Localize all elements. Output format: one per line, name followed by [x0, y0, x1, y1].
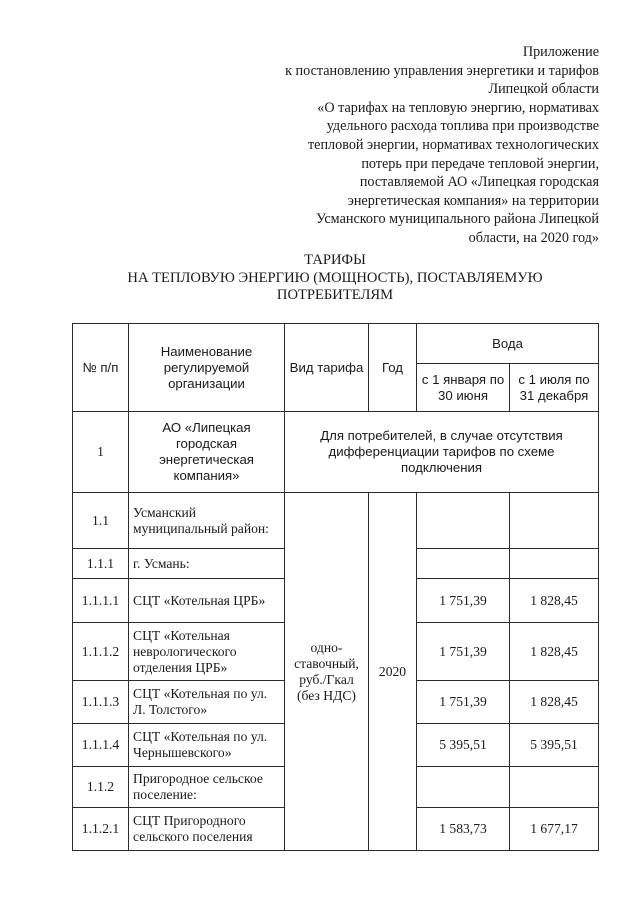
row-num: 1.1.1.1 [73, 579, 129, 623]
header-year: Год [369, 324, 417, 412]
row-value-1: 1 751,39 [417, 681, 510, 724]
row-value-2: 5 395,51 [510, 724, 599, 767]
title-line: ТАРИФЫ [304, 252, 366, 268]
tariff-type-cell: одно-ставочный, руб./Гкал (без НДС) [285, 493, 369, 851]
company-note: Для потребителей, в случае отсутствия дифференциации тарифов по схеме подключения [285, 412, 599, 493]
row-value-2 [510, 767, 599, 808]
row-value-1: 1 751,39 [417, 579, 510, 623]
appendix-line: Липецкой области [488, 81, 599, 98]
header-water: Вода [417, 324, 599, 364]
row-value-1: 5 395,51 [417, 724, 510, 767]
row-value-2 [510, 493, 599, 549]
appendix-line: энергетическая компания» на территории [347, 192, 599, 209]
header-period-2: с 1 июля по 31 декабря [510, 364, 599, 412]
appendix-line: удельного расхода топлива при производстве [326, 118, 599, 135]
row-org: Пригородное сельское поселение: [129, 767, 285, 808]
row-org: Усманский муниципальный район: [129, 493, 285, 549]
appendix-line: Приложение [522, 44, 599, 60]
row-num: 1.1.1 [73, 549, 129, 579]
row-value-2 [510, 549, 599, 579]
row-value-2: 1 828,45 [510, 681, 599, 724]
appendix-line: тепловой энергии, нормативах технологических [307, 136, 599, 153]
appendix-line: к постановлению управления энергетики и тарифов [285, 62, 599, 79]
title-line: НА ТЕПЛОВУЮ ЭНЕРГИЮ (МОЩНОСТЬ), ПОСТАВЛЯЕМУЮ [127, 269, 543, 286]
header-org: Наименование регулируемой организации [129, 324, 285, 412]
row-value-2: 1 828,45 [510, 579, 599, 623]
appendix-line: области, на 2020 год» [468, 229, 599, 246]
row-value-2: 1 828,45 [510, 623, 599, 681]
header-tariff-type: Вид тарифа [285, 324, 369, 412]
row-num: 1.1.1.4 [73, 724, 129, 767]
row-org: г. Усмань: [129, 549, 285, 579]
row-num: 1.1.1.2 [73, 623, 129, 681]
row-org: СЦТ «Котельная неврологического отделения ЦРБ» [129, 623, 285, 681]
company-num: 1 [73, 412, 129, 493]
document-title [95, 252, 575, 305]
header-num: № п/п [73, 324, 129, 412]
row-num: 1.1 [73, 493, 129, 549]
title-line: ПОТРЕБИТЕЛЯМ [276, 287, 394, 303]
row-num: 1.1.2 [73, 767, 129, 808]
row-org: СЦТ «Котельная по ул. Чернышевского» [129, 724, 285, 767]
appendix-line: «О тарифах на тепловую энергию, нормативах [317, 99, 599, 116]
appendix-line: поставляемой АО «Липецкая городская [359, 174, 599, 191]
appendix-line: потерь при передаче тепловой энергии, [361, 155, 599, 172]
row-value-1 [417, 549, 510, 579]
row-value-1 [417, 493, 510, 549]
row-value-1: 1 583,73 [417, 808, 510, 851]
row-value-2: 1 677,17 [510, 808, 599, 851]
row-value-1: 1 751,39 [417, 623, 510, 681]
table-row [73, 493, 599, 549]
row-org: СЦТ «Котельная ЦРБ» [129, 579, 285, 623]
tariffs-table [72, 323, 599, 851]
row-org: СЦТ Пригородного сельского поселения [129, 808, 285, 851]
company-name: АО «Липецкая городская энергетическая компания» [129, 412, 285, 493]
appendix-line: Усманского муниципального района Липецкой [316, 211, 599, 228]
header-period-1: с 1 января по 30 июня [417, 364, 510, 412]
row-num: 1.1.1.3 [73, 681, 129, 724]
row-num: 1.1.2.1 [73, 808, 129, 851]
row-org: СЦТ «Котельная по ул. Л. Толстого» [129, 681, 285, 724]
appendix-block [219, 43, 599, 248]
row-value-1 [417, 767, 510, 808]
year-cell: 2020 [369, 493, 417, 851]
